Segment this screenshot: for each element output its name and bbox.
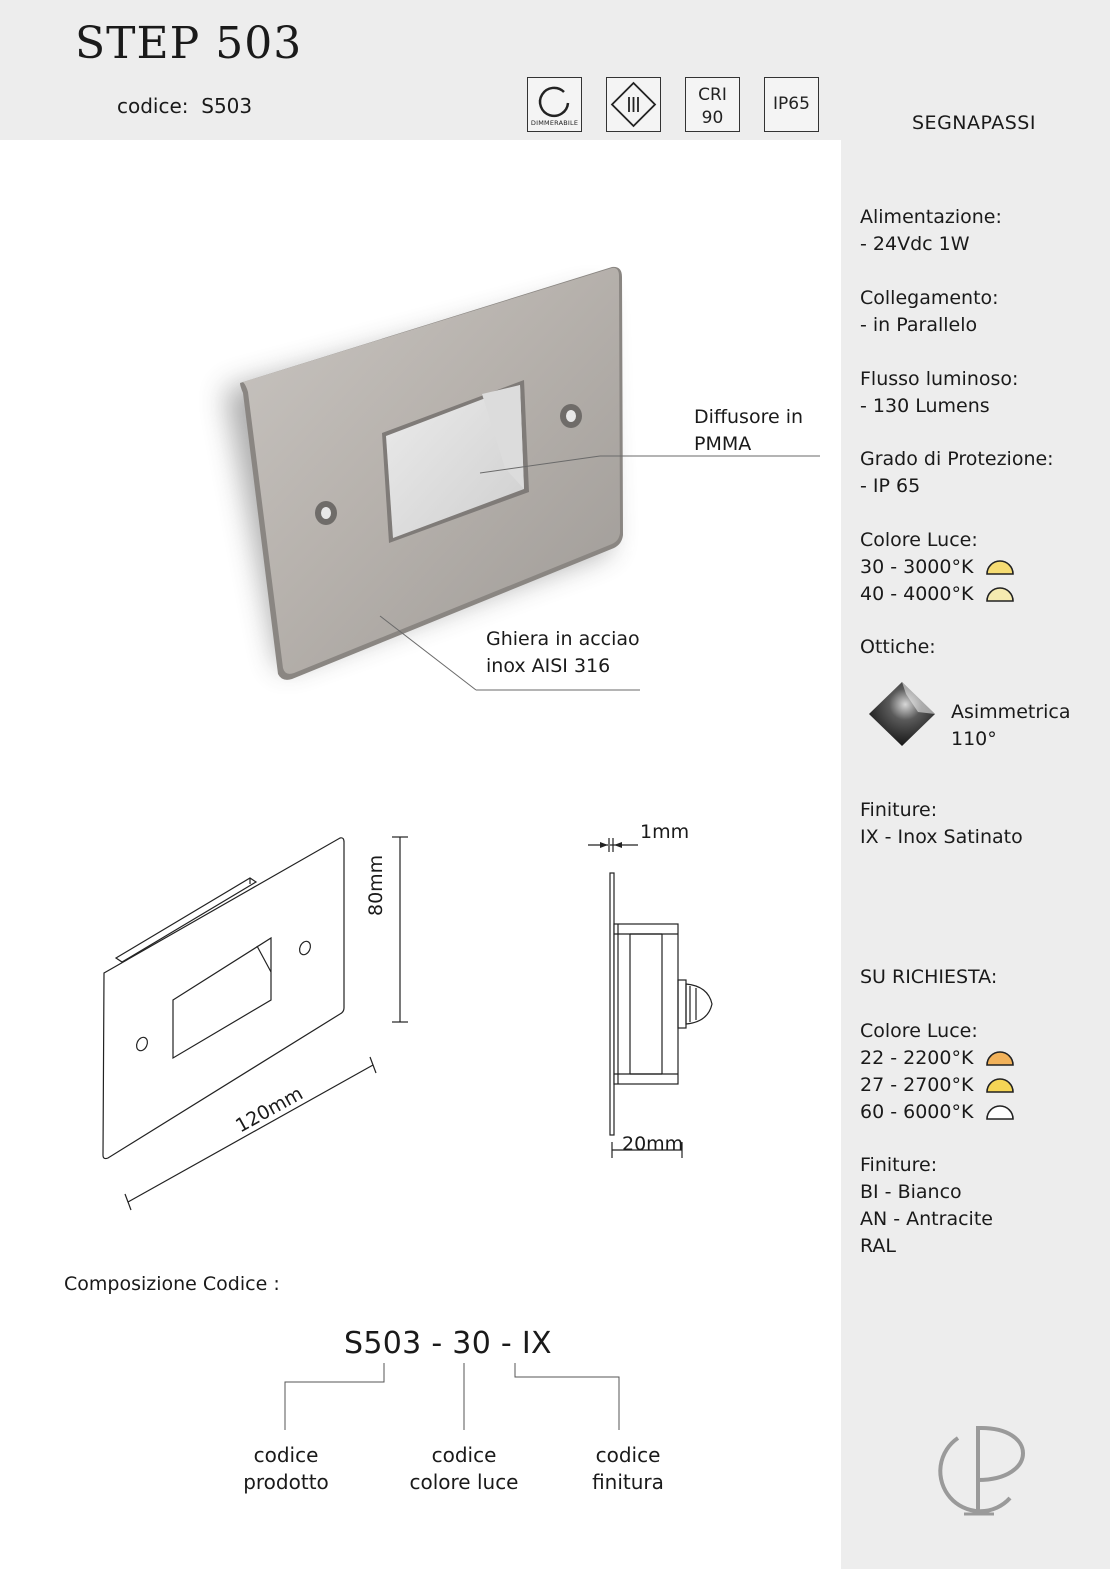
optics-name: Asimmetrica bbox=[951, 701, 1071, 723]
spec-req-finish bbox=[860, 1152, 993, 1260]
spec-optics-label: Ottiche: bbox=[860, 636, 936, 658]
cri-value: 90 bbox=[701, 108, 724, 128]
light-dome-icon bbox=[985, 1104, 1015, 1121]
code-composition-title: Composizione Codice : bbox=[64, 1273, 280, 1295]
spec-optics bbox=[951, 699, 1071, 753]
dome-fill bbox=[987, 588, 1013, 601]
req-finish-item: RAL bbox=[860, 1235, 897, 1257]
full-product-code: S503 - 30 - IX bbox=[344, 1326, 552, 1361]
code-value: S503 bbox=[201, 94, 253, 118]
code-label-light-color-line1: codice bbox=[431, 1443, 497, 1467]
code-label-product bbox=[186, 1442, 386, 1496]
light-color-item bbox=[860, 554, 1015, 581]
optics-angle: 110° bbox=[951, 728, 997, 750]
code-connector-lines bbox=[270, 1360, 640, 1435]
spec-power-label: Alimentazione: bbox=[860, 206, 1002, 228]
dome-fill bbox=[987, 1106, 1013, 1119]
spec-protection-label: Grado di Protezione: bbox=[860, 448, 1054, 470]
code-label-light-color-line2: colore luce bbox=[409, 1470, 519, 1494]
req-light-color-label: Colore Luce: bbox=[860, 1020, 978, 1042]
thickness-dimension: 1mm bbox=[640, 821, 690, 843]
req-light-color-item bbox=[860, 1045, 1015, 1072]
brand-logo bbox=[928, 1418, 1034, 1518]
frame-note-line1: Ghiera in acciao bbox=[486, 628, 640, 650]
spec-connection-value: - in Parallelo bbox=[860, 314, 978, 336]
code-label-product-line1: codice bbox=[253, 1443, 319, 1467]
ip-label: IP65 bbox=[773, 94, 810, 114]
req-finish-item: BI - Bianco bbox=[860, 1181, 962, 1203]
category-label: SEGNAPASSI bbox=[912, 112, 1036, 134]
height-dimension: 80mm bbox=[365, 854, 387, 916]
ip-badge bbox=[764, 77, 819, 132]
spec-flux-value: - 130 Lumens bbox=[860, 395, 990, 417]
req-finish-item: AN - Antracite bbox=[860, 1208, 993, 1230]
code-label-finish bbox=[528, 1442, 728, 1496]
spec-power-value: - 24Vdc 1W bbox=[860, 233, 970, 255]
product-title: STEP 503 bbox=[75, 18, 303, 69]
light-dome-icon bbox=[985, 586, 1015, 603]
class-iii-badge bbox=[606, 77, 661, 132]
light-dome-icon bbox=[985, 1077, 1015, 1094]
spec-connection bbox=[860, 285, 999, 339]
product-code bbox=[117, 94, 252, 118]
class-iii-icon bbox=[607, 78, 660, 131]
req-light-color-text: 22 - 2200°K bbox=[860, 1047, 974, 1069]
dome-fill bbox=[987, 561, 1013, 574]
diffuser-note-line2: PMMA bbox=[694, 433, 752, 455]
dome-fill bbox=[987, 1079, 1013, 1092]
optics-asymmetric-icon bbox=[866, 679, 938, 749]
light-color-text: 40 - 4000°K bbox=[860, 583, 974, 605]
diffuser-note-line1: Diffusore in bbox=[694, 406, 804, 428]
light-dome-icon bbox=[985, 1050, 1015, 1067]
diffuser-note bbox=[694, 404, 803, 458]
light-dome-icon bbox=[985, 559, 1015, 576]
light-color-text: 30 - 3000°K bbox=[860, 556, 974, 578]
spec-flux-label: Flusso luminoso: bbox=[860, 368, 1019, 390]
spec-connection-label: Collegamento: bbox=[860, 287, 999, 309]
req-light-color-text: 60 - 6000°K bbox=[860, 1101, 974, 1123]
on-request-label: SU RICHIESTA: bbox=[860, 966, 998, 988]
code-label-product-line2: prodotto bbox=[243, 1470, 329, 1494]
spec-power bbox=[860, 204, 1002, 258]
light-color-item bbox=[860, 581, 1015, 608]
spec-light-color-label: Colore Luce: bbox=[860, 529, 978, 551]
technical-drawing-side bbox=[580, 820, 740, 1170]
spec-finish-value: IX - Inox Satinato bbox=[860, 826, 1023, 848]
frame-note-line2: inox AISI 316 bbox=[486, 655, 611, 677]
spec-light-color bbox=[860, 527, 1015, 608]
spec-flux bbox=[860, 366, 1018, 420]
spec-protection bbox=[860, 446, 1054, 500]
dimmable-label: DIMMERABILE bbox=[530, 119, 579, 127]
req-finish-label: Finiture: bbox=[860, 1154, 938, 1176]
req-light-color-item bbox=[860, 1072, 1015, 1099]
depth-dimension: 20mm bbox=[622, 1133, 684, 1155]
code-label: codice: bbox=[117, 94, 189, 118]
code-label-finish-line2: finitura bbox=[592, 1470, 664, 1494]
frame-note bbox=[486, 626, 640, 680]
cri-label: CRI bbox=[698, 85, 727, 105]
spec-req-light-color bbox=[860, 1018, 1015, 1126]
dimmable-badge bbox=[527, 77, 582, 132]
spec-protection-value: - IP 65 bbox=[860, 475, 921, 497]
width-dimension: 120mm bbox=[232, 1082, 307, 1138]
code-label-finish-line1: codice bbox=[595, 1443, 661, 1467]
cri-badge bbox=[685, 77, 740, 132]
req-light-color-text: 27 - 2700°K bbox=[860, 1074, 974, 1096]
dome-fill bbox=[987, 1052, 1013, 1065]
spec-finish bbox=[860, 797, 1023, 851]
spec-finish-label: Finiture: bbox=[860, 799, 938, 821]
req-light-color-item bbox=[860, 1099, 1015, 1126]
